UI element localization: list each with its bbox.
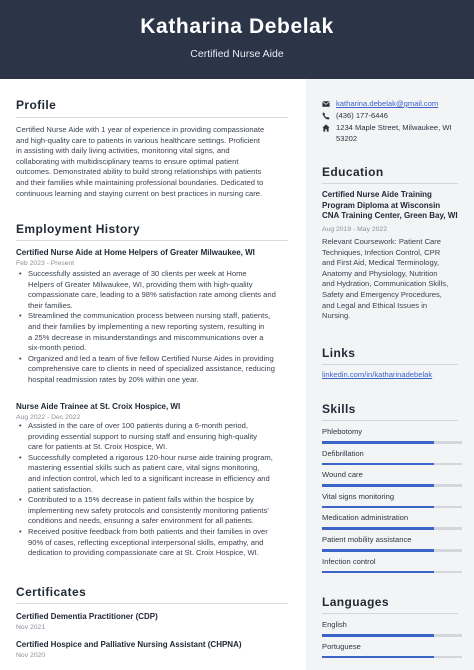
skill-item xyxy=(322,492,468,509)
skill-label: Wound care xyxy=(322,470,363,480)
skill-level-bar xyxy=(322,463,462,466)
job-title: Nurse Aide Trainee at St. Croix Hospice, WI xyxy=(16,402,181,411)
skill-label: English xyxy=(322,620,347,629)
employment-heading: Employment History xyxy=(16,222,140,236)
languages-heading: Languages xyxy=(322,595,389,609)
list-item: • Successfully completed a rigorous 120-hour nurse aide training program, mastering essential skills such as patient care, vital signs monitoring, and infection control, which led to a significant increase in efficiency and patient satisfaction. xyxy=(16,453,288,495)
skill-level-bar xyxy=(322,484,462,487)
sidebar xyxy=(306,79,474,670)
skill-label: Vital signs monitoring xyxy=(322,491,395,501)
education-heading: Education xyxy=(322,165,384,179)
skills-heading: Skills xyxy=(322,402,356,416)
skill-item xyxy=(322,449,468,466)
skill-item xyxy=(322,427,468,444)
candidate-title: Certified Nurse Aide xyxy=(190,48,284,60)
contact-email[interactable] xyxy=(322,99,462,110)
skill-level-bar xyxy=(322,527,462,530)
education-coursework: Relevant Coursework: Patient Care Techniques, Infection Control, CPR and First Aid, Medical Terminology, Anatomy and Physiology, Nutrition and Hydration, Communication Skills, Safety and Emergency Procedures, and Legal and Ethical Issues in Nursing. xyxy=(322,237,449,321)
list-item: • Streamlined the communication process between nursing staff, patients, and their families by implementing a new reporting system, resulting in a 25% decrease in misunderstandings and miscommunications over a six-month period. xyxy=(16,311,288,353)
list-item: • Contributed to a 15% decrease in patient falls within the hospice by implementing new safety protocols and consistently monitoring patients' conditions and needs, ensuring a safer environment for all patients. xyxy=(16,495,288,527)
certificates-divider xyxy=(16,603,288,604)
skill-item xyxy=(322,513,468,530)
list-item: • Organized and led a team of five fellow Certified Nurse Aides in providing comprehensive care to clients in need of specialized assistance, reducing hospital readmission rates by 20% within one year. xyxy=(16,354,288,386)
skill-label: Defibrillation xyxy=(322,448,364,458)
job-bullets xyxy=(16,269,288,386)
list-item: • Assisted in the care of over 100 patients during a 6-month period, providing essential support to nursing staff and ensuring high-quality care for patients at St. Croix Hospice, WI. xyxy=(16,421,288,453)
employment-divider xyxy=(16,240,288,241)
education-title: Certified Nurse Aide Training Program Diploma at Wisconsin CNA Training Center, Green Bay, WI xyxy=(322,190,458,221)
skill-item xyxy=(322,642,468,659)
skill-level-fill xyxy=(322,463,434,466)
education-date: Aug 2019 - May 2022 xyxy=(322,226,387,233)
certificate-title: Certified Dementia Practitioner (CDP) xyxy=(16,612,158,621)
skill-level-bar xyxy=(322,571,462,574)
phone-text: (436) 177-6446 xyxy=(336,111,388,120)
skill-level-bar xyxy=(322,506,462,509)
job-title: Certified Nurse Aide at Home Helpers of Greater Milwaukee, WI xyxy=(16,248,255,257)
profile-text: Certified Nurse Aide with 1 year of experience in providing compassionate and high-quality care to patients in various healthcare settings. Proficient in assisting with daily living activities, monitoring vital signs, and collaborating with multidisciplinary teams to ensure optimal patient outcomes. Demonstrated ability to build strong relationships with patients and their families while maintaining professional boundaries. Dedicated to continuous learning and staying current on best practices in nursing care. xyxy=(16,125,265,198)
certificates-heading: Certificates xyxy=(16,585,87,599)
languages-divider xyxy=(322,613,458,614)
skill-level-fill xyxy=(322,656,434,659)
links-divider xyxy=(322,364,458,365)
phone-icon xyxy=(322,112,330,120)
skill-level-bar xyxy=(322,634,462,637)
certificate-date: Nov 2021 xyxy=(16,624,46,631)
envelope-icon xyxy=(322,100,330,108)
linkedin-link[interactable]: linkedin.com/in/katharinadebelak xyxy=(322,370,433,379)
list-item: • Successfully assisted an average of 30 clients per week at Home Helpers of Greater Milwaukee, WI, providing them with high-quality compassionate care, leading to a 98% satisfaction rate among clients and their families. xyxy=(16,269,288,311)
skill-label: Phlebotomy xyxy=(322,427,363,436)
skill-label: Infection control xyxy=(322,556,376,566)
skill-level-fill xyxy=(322,506,434,509)
profile-heading: Profile xyxy=(16,98,57,112)
links-heading: Links xyxy=(322,346,356,360)
job-date: Aug 2022 - Dec 2022 xyxy=(16,414,81,421)
skill-label: Portuguese xyxy=(322,641,361,651)
contact-address xyxy=(322,123,462,145)
home-icon xyxy=(322,124,330,132)
skill-level-fill xyxy=(322,484,434,487)
job-date: Feb 2023 - Present xyxy=(16,260,75,267)
resume-header xyxy=(0,0,474,79)
skill-level-bar xyxy=(322,656,462,659)
profile-divider xyxy=(16,117,288,118)
main-column xyxy=(16,79,292,670)
candidate-name: Katharina Debelak xyxy=(140,15,334,38)
skills-divider xyxy=(322,420,458,421)
skill-item xyxy=(322,557,468,574)
skill-level-fill xyxy=(322,634,434,637)
contact-phone xyxy=(322,111,462,122)
skill-level-fill xyxy=(322,571,434,574)
skill-level-bar xyxy=(322,549,462,552)
email-link[interactable]: katharina.debelak@gmail.com xyxy=(336,99,439,108)
certificate-date: Nov 2020 xyxy=(16,652,46,659)
skill-item xyxy=(322,620,468,637)
skill-label: Patient mobility assistance xyxy=(322,535,412,544)
skill-level-fill xyxy=(322,441,434,444)
skill-level-fill xyxy=(322,549,434,552)
skill-item xyxy=(322,470,468,487)
skill-level-bar xyxy=(322,441,462,444)
address-text: 1234 Maple Street, Milwaukee, WI 53202 xyxy=(336,123,452,143)
list-item: • Received positive feedback from both patients and their families in over 90% of cases, reflecting exceptional interpersonal skills, empathy, and dedication to providing compassionate care at St. Croix Hospice, WI. xyxy=(16,527,288,559)
job-bullets xyxy=(16,421,288,559)
skill-level-fill xyxy=(322,527,434,530)
education-divider xyxy=(322,183,458,184)
certificate-title: Certified Hospice and Palliative Nursing Assistant (CHPNA) xyxy=(16,640,242,649)
skill-label: Medication administration xyxy=(322,513,409,523)
skill-item xyxy=(322,535,468,552)
